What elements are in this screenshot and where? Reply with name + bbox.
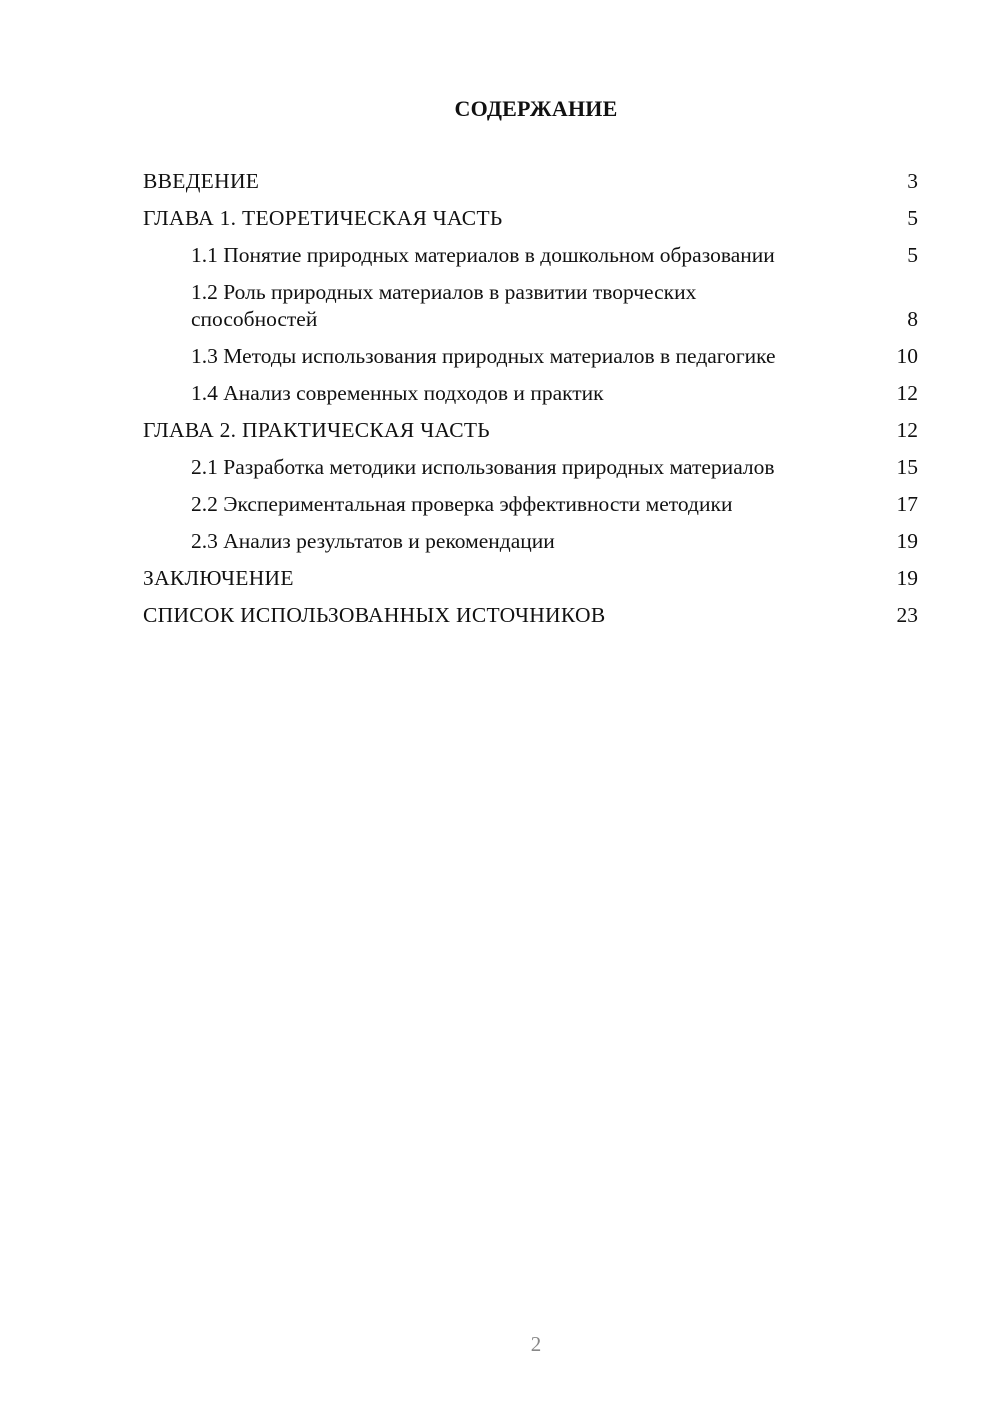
page-number: 2	[530, 1332, 542, 1356]
toc-entry-page: 8	[907, 307, 918, 331]
table-of-contents	[143, 168, 918, 639]
toc-entry-references[interactable]	[143, 602, 918, 629]
toc-entry-page: 19	[896, 529, 918, 553]
toc-entry-title: 1.4 Анализ современных подходов и практик	[191, 381, 604, 405]
toc-entry-chapter-2[interactable]	[143, 417, 918, 444]
toc-entry-title: 2.2 Экспериментальная проверка эффективности методики	[191, 492, 733, 516]
page-title: СОДЕРЖАНИЕ	[454, 96, 618, 121]
toc-entry-chapter-1[interactable]	[143, 205, 918, 232]
toc-entry-page: 10	[896, 344, 918, 368]
toc-entry-page: 19	[896, 566, 918, 590]
toc-entry-section-2-1[interactable]	[143, 454, 918, 481]
toc-entry-section-1-3[interactable]	[143, 343, 918, 370]
toc-entry-title: ГЛАВА 1. ТЕОРЕТИЧЕСКАЯ ЧАСТЬ	[143, 206, 503, 230]
toc-entry-section-1-1[interactable]	[143, 242, 918, 269]
toc-entry-title: 1.3 Методы использования природных материалов в педагогике	[191, 344, 776, 368]
toc-entry-conclusion[interactable]	[143, 565, 918, 592]
toc-entry-title: ГЛАВА 2. ПРАКТИЧЕСКАЯ ЧАСТЬ	[143, 418, 490, 442]
toc-entry-title: 2.3 Анализ результатов и рекомендации	[191, 529, 555, 553]
toc-entry-page: 15	[896, 455, 918, 479]
toc-entry-section-1-2[interactable]	[143, 279, 918, 333]
toc-entry-title: 1.2 Роль природных материалов в развитии творческих способностей	[191, 280, 697, 331]
toc-entry-section-2-3[interactable]	[143, 528, 918, 555]
toc-entry-title: 2.1 Разработка методики использования природных материалов	[191, 455, 775, 479]
toc-entry-section-1-4[interactable]	[143, 380, 918, 407]
toc-entry-page: 12	[896, 418, 918, 442]
toc-entry-title: ВВЕДЕНИЕ	[143, 169, 260, 193]
toc-entry-page: 23	[896, 603, 918, 627]
toc-entry-title: 1.1 Понятие природных материалов в дошкольном образовании	[191, 243, 775, 267]
toc-entry-page: 17	[896, 492, 918, 516]
toc-entry-page: 12	[896, 381, 918, 405]
toc-entry-introduction[interactable]	[143, 168, 918, 195]
toc-entry-title: СПИСОК ИСПОЛЬЗОВАННЫХ ИСТОЧНИКОВ	[143, 603, 606, 627]
toc-entry-page: 5	[907, 243, 918, 267]
toc-entry-section-2-2[interactable]	[143, 491, 918, 518]
toc-entry-page: 3	[907, 169, 918, 193]
toc-entry-page: 5	[907, 206, 918, 230]
toc-entry-title: ЗАКЛЮЧЕНИЕ	[143, 566, 294, 590]
